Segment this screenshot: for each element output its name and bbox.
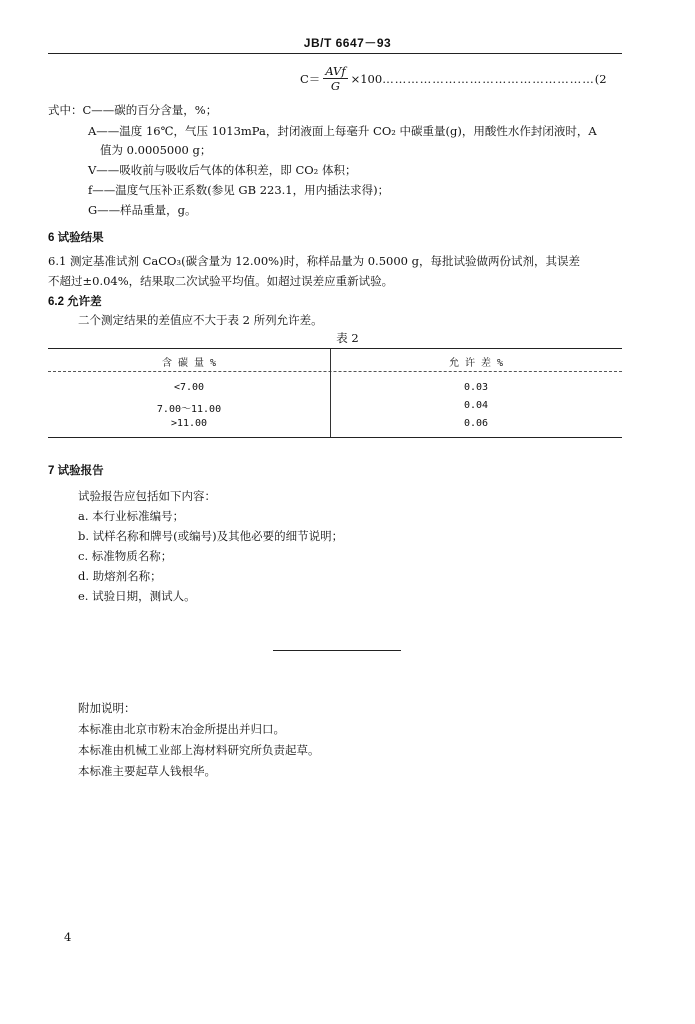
table-header-carbon: 含 碳 量 % bbox=[161, 358, 217, 369]
table-header-tolerance: 允 许 差 % bbox=[448, 358, 504, 369]
para-6-2-text: 二个测定结果的差值应不大于表 2 所列允许差。 bbox=[78, 313, 323, 327]
report-item-d: d. 助熔剂名称； bbox=[78, 569, 162, 583]
table-row-1-tolerance: 0.03 bbox=[463, 382, 489, 393]
section-6-title: 6 试验结果 bbox=[48, 232, 104, 244]
notes-line-1: 本标准由北京市粉末冶金所提出并归口。 bbox=[78, 722, 285, 736]
where-G-line: G——样品重量，g。 bbox=[88, 203, 197, 217]
where-A-line1: A——温度 16℃，气压 1013mPa，封闭液面上每毫升 CO₂ 中碳重量(g)，用酸性水作封闭液时，A bbox=[88, 124, 597, 138]
formula-fraction bbox=[323, 64, 347, 93]
table-row-1-carbon: <7.00 bbox=[173, 382, 205, 393]
table-row-2-carbon: 7.00～11.00 bbox=[156, 404, 222, 415]
section-7-intro: 试验报告应包括如下内容： bbox=[78, 489, 216, 503]
page-number: 4 bbox=[64, 930, 72, 944]
formula-lhs: C＝ bbox=[300, 71, 321, 86]
para-6-1-line1: 6.1 测定基准试剂 CaCO₃(碳含量为 12.00%)时，称样品量为 0.5000 g，每批试验做两份试剂，其误差 bbox=[48, 254, 580, 268]
table-bottom-rule bbox=[48, 437, 622, 438]
where-A-line2: 值为 0.0005000 g； bbox=[100, 143, 212, 157]
notes-line-3: 本标准主要起草人钱根华。 bbox=[78, 764, 216, 778]
document-header: JB/T 6647－93 bbox=[303, 36, 392, 50]
section-6-2-title: 6.2 允许差 bbox=[48, 296, 102, 308]
header-rule bbox=[48, 53, 622, 54]
report-item-b: b. 试样名称和牌号(或编号)及其他必要的细节说明； bbox=[78, 529, 344, 543]
table-row-2-tolerance: 0.04 bbox=[463, 400, 489, 411]
report-item-c: c. 标准物质名称； bbox=[78, 549, 173, 563]
end-separator-rule bbox=[273, 650, 401, 651]
report-item-e: e. 试验日期，测试人。 bbox=[78, 589, 196, 603]
notes-line-2: 本标准由机械工业部上海材料研究所负责起草。 bbox=[78, 743, 320, 757]
notes-title: 附加说明： bbox=[78, 701, 136, 715]
table-2-caption: 表 2 bbox=[336, 331, 359, 345]
report-item-a: a. 本行业标准编号； bbox=[78, 509, 185, 523]
formula-leader-dots: …………………………………………… bbox=[382, 71, 595, 86]
table-row-3-carbon: >11.00 bbox=[170, 418, 208, 429]
section-7-title: 7 试验报告 bbox=[48, 465, 104, 477]
formula-denominator: G bbox=[330, 79, 341, 93]
para-6-1-line2: 不超过±0.04%，结果取二次试验平均值。如超过误差应重新试验。 bbox=[48, 274, 394, 288]
where-f-line: f——温度气压补正系数(参见 GB 223.1，用内插法求得)； bbox=[88, 183, 390, 197]
table-row-3-tolerance: 0.06 bbox=[463, 418, 489, 429]
table-top-rule bbox=[48, 348, 622, 349]
formula-numerator: AVf bbox=[325, 64, 346, 78]
formula-rhs: ×100 bbox=[350, 71, 383, 86]
formula-2 bbox=[300, 64, 607, 93]
where-intro: 式中：C——碳的百分含量，%； bbox=[48, 103, 218, 117]
formula-number: (2 bbox=[594, 71, 607, 86]
where-V-line: V——吸收前与吸收后气体的体积差，即 CO₂ 体积； bbox=[88, 163, 357, 177]
table-header-rule bbox=[48, 371, 622, 372]
